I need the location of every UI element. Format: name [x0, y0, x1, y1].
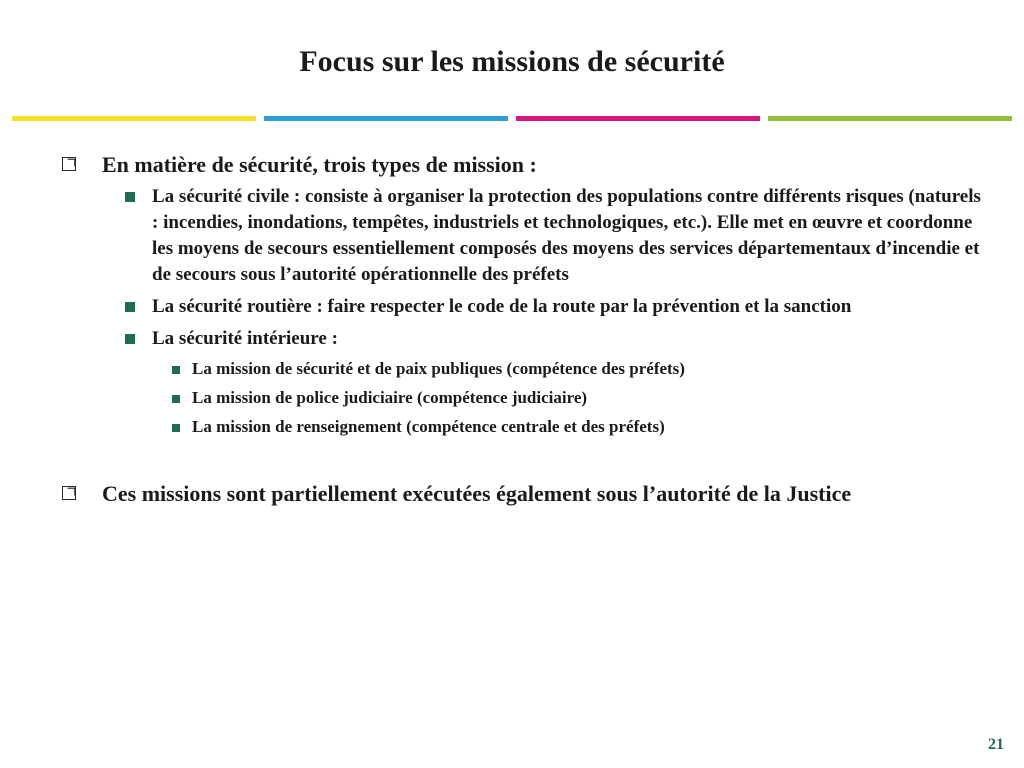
- header-color-bars: [12, 116, 1012, 121]
- slide-title: Focus sur les missions de sécurité: [299, 45, 725, 78]
- page-number: 21: [988, 736, 1004, 753]
- color-bar-green: [768, 116, 1012, 121]
- sub-bullet-text: La mission de renseignement (compétence centrale et des préfets): [192, 417, 665, 436]
- bullet-level1: [60, 479, 990, 508]
- sub-bullet-text: La mission de sécurité et de paix publiques (compétence des préfets): [192, 359, 685, 378]
- small-square-bullet-icon: [172, 424, 180, 432]
- sub-bullet-text: La mission de police judiciaire (compétence judiciaire): [192, 388, 588, 407]
- square-bullet-icon: [125, 302, 135, 312]
- bullet-level3: [192, 386, 990, 410]
- checkbox-bullet-icon: [62, 157, 76, 171]
- square-bullet-icon: [125, 334, 135, 344]
- bullet-text: La sécurité civile : consiste à organiser la protection des populations contre différents risques (naturels : incendies, inondations, tempêtes, industriels et technologiques, etc.). Elle met en œuvre et coordonne les moyens de secours essentiellement composés des moyens des services départementaux d’incendie et de secours sous l’autorité opérationnelle des préfets: [152, 186, 981, 285]
- bullet-level2: [152, 184, 990, 288]
- bullet-level3: [192, 357, 990, 381]
- bullet-level2: [152, 326, 990, 352]
- bullet-level3: [192, 415, 990, 439]
- bullet-text: La sécurité intérieure :: [152, 328, 338, 349]
- color-bar-yellow: [12, 116, 256, 121]
- color-bar-blue: [264, 116, 508, 121]
- slide-content: [60, 150, 990, 508]
- square-bullet-icon: [125, 192, 135, 202]
- color-bar-magenta: [516, 116, 760, 121]
- section1-heading: En matière de sécurité, trois types de mission :: [102, 152, 537, 177]
- section2-heading: Ces missions sont partiellement exécutées également sous l’autorité de la Justice: [102, 481, 852, 506]
- small-square-bullet-icon: [172, 366, 180, 374]
- checkbox-bullet-icon: [62, 486, 76, 500]
- bullet-text: La sécurité routière : faire respecter le code de la route par la prévention et la sanction: [152, 296, 852, 317]
- bullet-level2: [152, 294, 990, 320]
- bullet-level1: [60, 150, 990, 179]
- small-square-bullet-icon: [172, 395, 180, 403]
